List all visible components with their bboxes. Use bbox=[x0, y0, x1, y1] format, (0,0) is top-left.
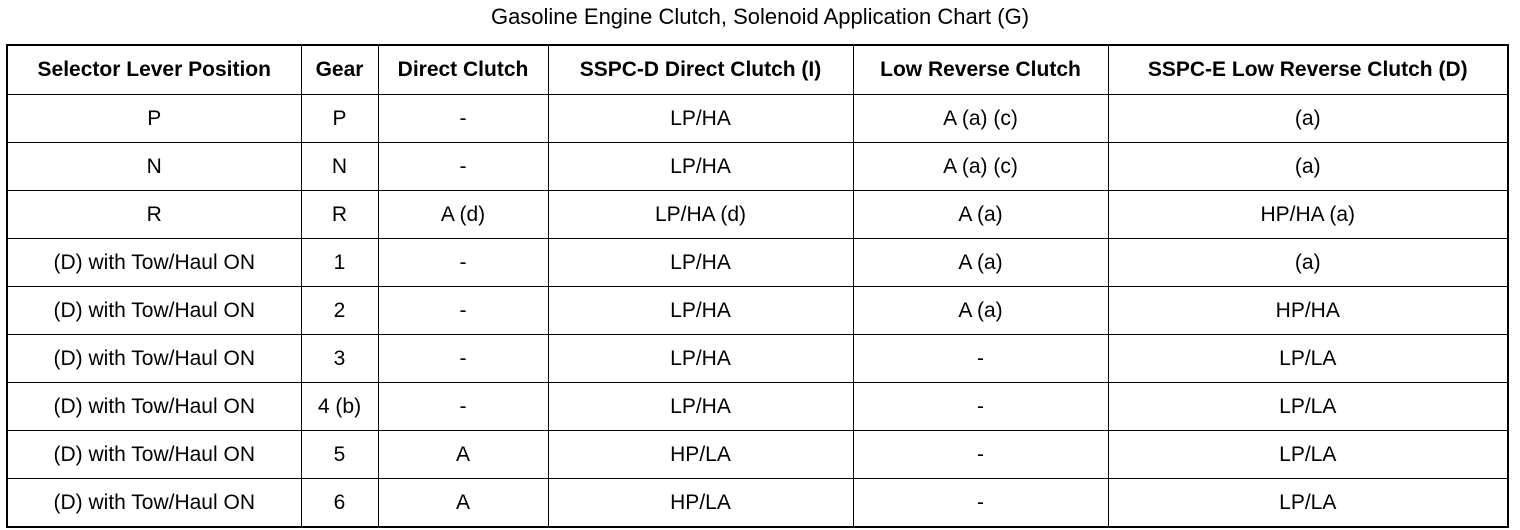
cell-gear: 5 bbox=[301, 431, 378, 479]
cell-gear: N bbox=[301, 143, 378, 191]
cell-gear: 6 bbox=[301, 479, 378, 528]
cell-selector-lever-position: R bbox=[7, 191, 301, 239]
table-row bbox=[7, 95, 1508, 143]
table-row bbox=[7, 479, 1508, 528]
cell-direct-clutch: - bbox=[378, 335, 548, 383]
cell-selector-lever-position: (D) with Tow/Haul ON bbox=[7, 383, 301, 431]
cell-gear: 3 bbox=[301, 335, 378, 383]
cell-direct-clutch: A (d) bbox=[378, 191, 548, 239]
cell-sspc-d-direct-clutch: LP/HA bbox=[548, 335, 853, 383]
cell-selector-lever-position: (D) with Tow/Haul ON bbox=[7, 479, 301, 528]
cell-direct-clutch: - bbox=[378, 383, 548, 431]
cell-sspc-d-direct-clutch: LP/HA bbox=[548, 287, 853, 335]
cell-selector-lever-position: (D) with Tow/Haul ON bbox=[7, 335, 301, 383]
cell-sspc-d-direct-clutch: LP/HA bbox=[548, 143, 853, 191]
cell-low-reverse-clutch: - bbox=[853, 383, 1108, 431]
cell-sspc-d-direct-clutch: HP/LA bbox=[548, 431, 853, 479]
cell-low-reverse-clutch: - bbox=[853, 335, 1108, 383]
cell-selector-lever-position: (D) with Tow/Haul ON bbox=[7, 431, 301, 479]
cell-sspc-e-low-reverse-clutch: LP/LA bbox=[1108, 383, 1508, 431]
cell-selector-lever-position: P bbox=[7, 95, 301, 143]
cell-sspc-e-low-reverse-clutch: HP/HA bbox=[1108, 287, 1508, 335]
solenoid-application-table bbox=[6, 44, 1509, 528]
header-selector-lever-position: Selector Lever Position bbox=[7, 45, 301, 95]
chart-title: Gasoline Engine Clutch, Solenoid Application Chart (G) bbox=[490, 4, 1030, 29]
cell-gear: 2 bbox=[301, 287, 378, 335]
header-sspc-e-low-reverse-clutch: SSPC-E Low Reverse Clutch (D) bbox=[1108, 45, 1508, 95]
cell-sspc-d-direct-clutch: LP/HA (d) bbox=[548, 191, 853, 239]
cell-selector-lever-position: N bbox=[7, 143, 301, 191]
cell-low-reverse-clutch: - bbox=[853, 479, 1108, 528]
table-row bbox=[7, 431, 1508, 479]
cell-low-reverse-clutch: A (a) (c) bbox=[853, 95, 1108, 143]
header-row bbox=[7, 45, 1508, 95]
cell-sspc-e-low-reverse-clutch: LP/LA bbox=[1108, 335, 1508, 383]
cell-low-reverse-clutch: A (a) bbox=[853, 191, 1108, 239]
cell-low-reverse-clutch: A (a) bbox=[853, 287, 1108, 335]
cell-gear: 1 bbox=[301, 239, 378, 287]
header-gear: Gear bbox=[301, 45, 378, 95]
header-direct-clutch: Direct Clutch bbox=[378, 45, 548, 95]
cell-sspc-d-direct-clutch: LP/HA bbox=[548, 383, 853, 431]
cell-sspc-d-direct-clutch: LP/HA bbox=[548, 95, 853, 143]
cell-sspc-e-low-reverse-clutch: (a) bbox=[1108, 143, 1508, 191]
cell-gear: P bbox=[301, 95, 378, 143]
table-row bbox=[7, 191, 1508, 239]
cell-sspc-e-low-reverse-clutch: (a) bbox=[1108, 95, 1508, 143]
cell-sspc-e-low-reverse-clutch: HP/HA (a) bbox=[1108, 191, 1508, 239]
table-row bbox=[7, 143, 1508, 191]
cell-low-reverse-clutch: A (a) bbox=[853, 239, 1108, 287]
cell-gear: 4 (b) bbox=[301, 383, 378, 431]
header-sspc-d-direct-clutch: SSPC-D Direct Clutch (I) bbox=[548, 45, 853, 95]
cell-gear: R bbox=[301, 191, 378, 239]
cell-sspc-e-low-reverse-clutch: (a) bbox=[1108, 239, 1508, 287]
cell-low-reverse-clutch: A (a) (c) bbox=[853, 143, 1108, 191]
cell-direct-clutch: - bbox=[378, 239, 548, 287]
cell-selector-lever-position: (D) with Tow/Haul ON bbox=[7, 239, 301, 287]
cell-direct-clutch: A bbox=[378, 479, 548, 528]
table-row bbox=[7, 335, 1508, 383]
cell-sspc-d-direct-clutch: HP/LA bbox=[548, 479, 853, 528]
cell-direct-clutch: - bbox=[378, 287, 548, 335]
cell-direct-clutch: - bbox=[378, 95, 548, 143]
cell-sspc-e-low-reverse-clutch: LP/LA bbox=[1108, 479, 1508, 528]
table-row bbox=[7, 287, 1508, 335]
table-row bbox=[7, 383, 1508, 431]
cell-selector-lever-position: (D) with Tow/Haul ON bbox=[7, 287, 301, 335]
cell-low-reverse-clutch: - bbox=[853, 431, 1108, 479]
cell-sspc-d-direct-clutch: LP/HA bbox=[548, 239, 853, 287]
cell-direct-clutch: - bbox=[378, 143, 548, 191]
cell-direct-clutch: A bbox=[378, 431, 548, 479]
table-row bbox=[7, 239, 1508, 287]
header-low-reverse-clutch: Low Reverse Clutch bbox=[853, 45, 1108, 95]
cell-sspc-e-low-reverse-clutch: LP/LA bbox=[1108, 431, 1508, 479]
